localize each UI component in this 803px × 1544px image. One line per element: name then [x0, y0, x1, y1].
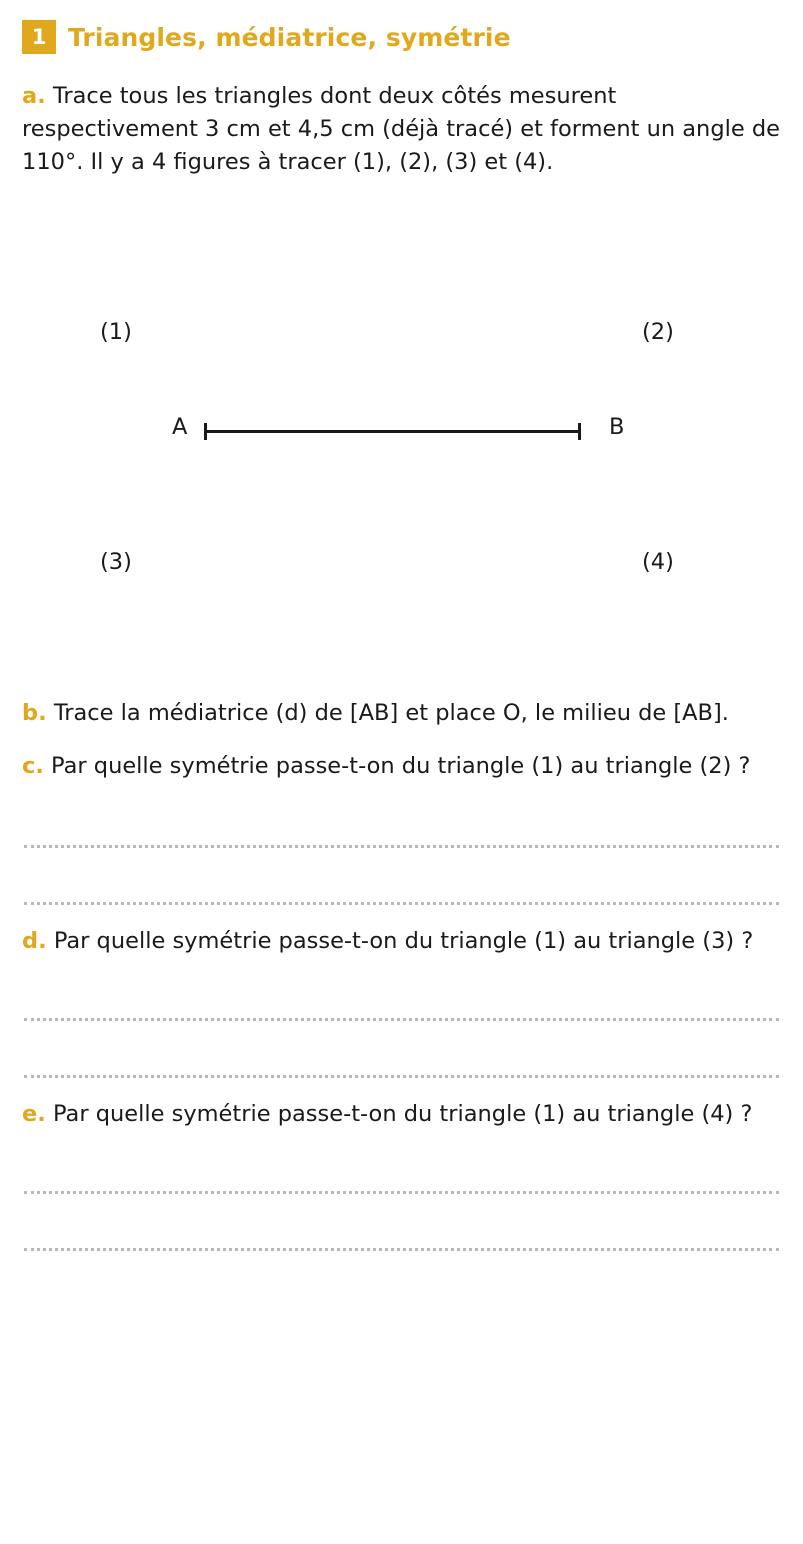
question-e	[22, 1098, 781, 1131]
question-b	[22, 697, 781, 730]
question-d-text: Par quelle symétrie passe-t-on du triangle (1) au triangle (3) ?	[53, 928, 754, 954]
exercise-header	[22, 0, 781, 60]
figure-area	[22, 207, 781, 677]
question-c-text: Par quelle symétrie passe-t-on du triangle (1) au triangle (2) ?	[51, 753, 751, 779]
segment-ab	[172, 412, 642, 452]
answer-area-d[interactable]	[22, 982, 781, 1078]
answer-area-e[interactable]	[22, 1155, 781, 1251]
answer-line[interactable]	[24, 982, 779, 1021]
question-a	[22, 80, 781, 179]
segment-line	[204, 430, 581, 433]
question-d	[22, 925, 781, 958]
question-e-text: Par quelle symétrie passe-t-on du triangle (1) au triangle (4) ?	[52, 1101, 753, 1127]
question-c-letter: c.	[22, 753, 44, 779]
question-b-letter: b.	[22, 700, 47, 726]
question-e-letter: e.	[22, 1101, 46, 1127]
answer-line[interactable]	[24, 809, 779, 848]
figure-label-2: (2)	[642, 319, 674, 345]
answer-line[interactable]	[24, 1155, 779, 1194]
figure-label-4: (4)	[642, 549, 674, 575]
figure-label-3: (3)	[100, 549, 132, 575]
answer-line[interactable]	[24, 866, 779, 905]
point-label-a: A	[172, 414, 188, 440]
question-a-text: Trace tous les triangles dont deux côtés mesurent respectivement 3 cm et 4,5 cm (déjà tracé) et forment un angle de 110°. Il y a 4 figures à tracer (1), (2), (3) et (4).	[22, 83, 780, 175]
answer-line[interactable]	[24, 1039, 779, 1078]
exercise-number-badge: 1	[22, 20, 56, 54]
segment-endpoint-tick-b	[578, 423, 581, 440]
question-a-letter: a.	[22, 83, 46, 109]
question-c	[22, 750, 781, 783]
answer-line[interactable]	[24, 1212, 779, 1251]
answer-area-c[interactable]	[22, 809, 781, 905]
exercise-title: Triangles, médiatrice, symétrie	[68, 22, 511, 52]
question-d-letter: d.	[22, 928, 47, 954]
question-b-text: Trace la médiatrice (d) de [AB] et place O, le milieu de [AB].	[53, 700, 729, 726]
figure-label-1: (1)	[100, 319, 132, 345]
point-label-b: B	[609, 414, 625, 440]
